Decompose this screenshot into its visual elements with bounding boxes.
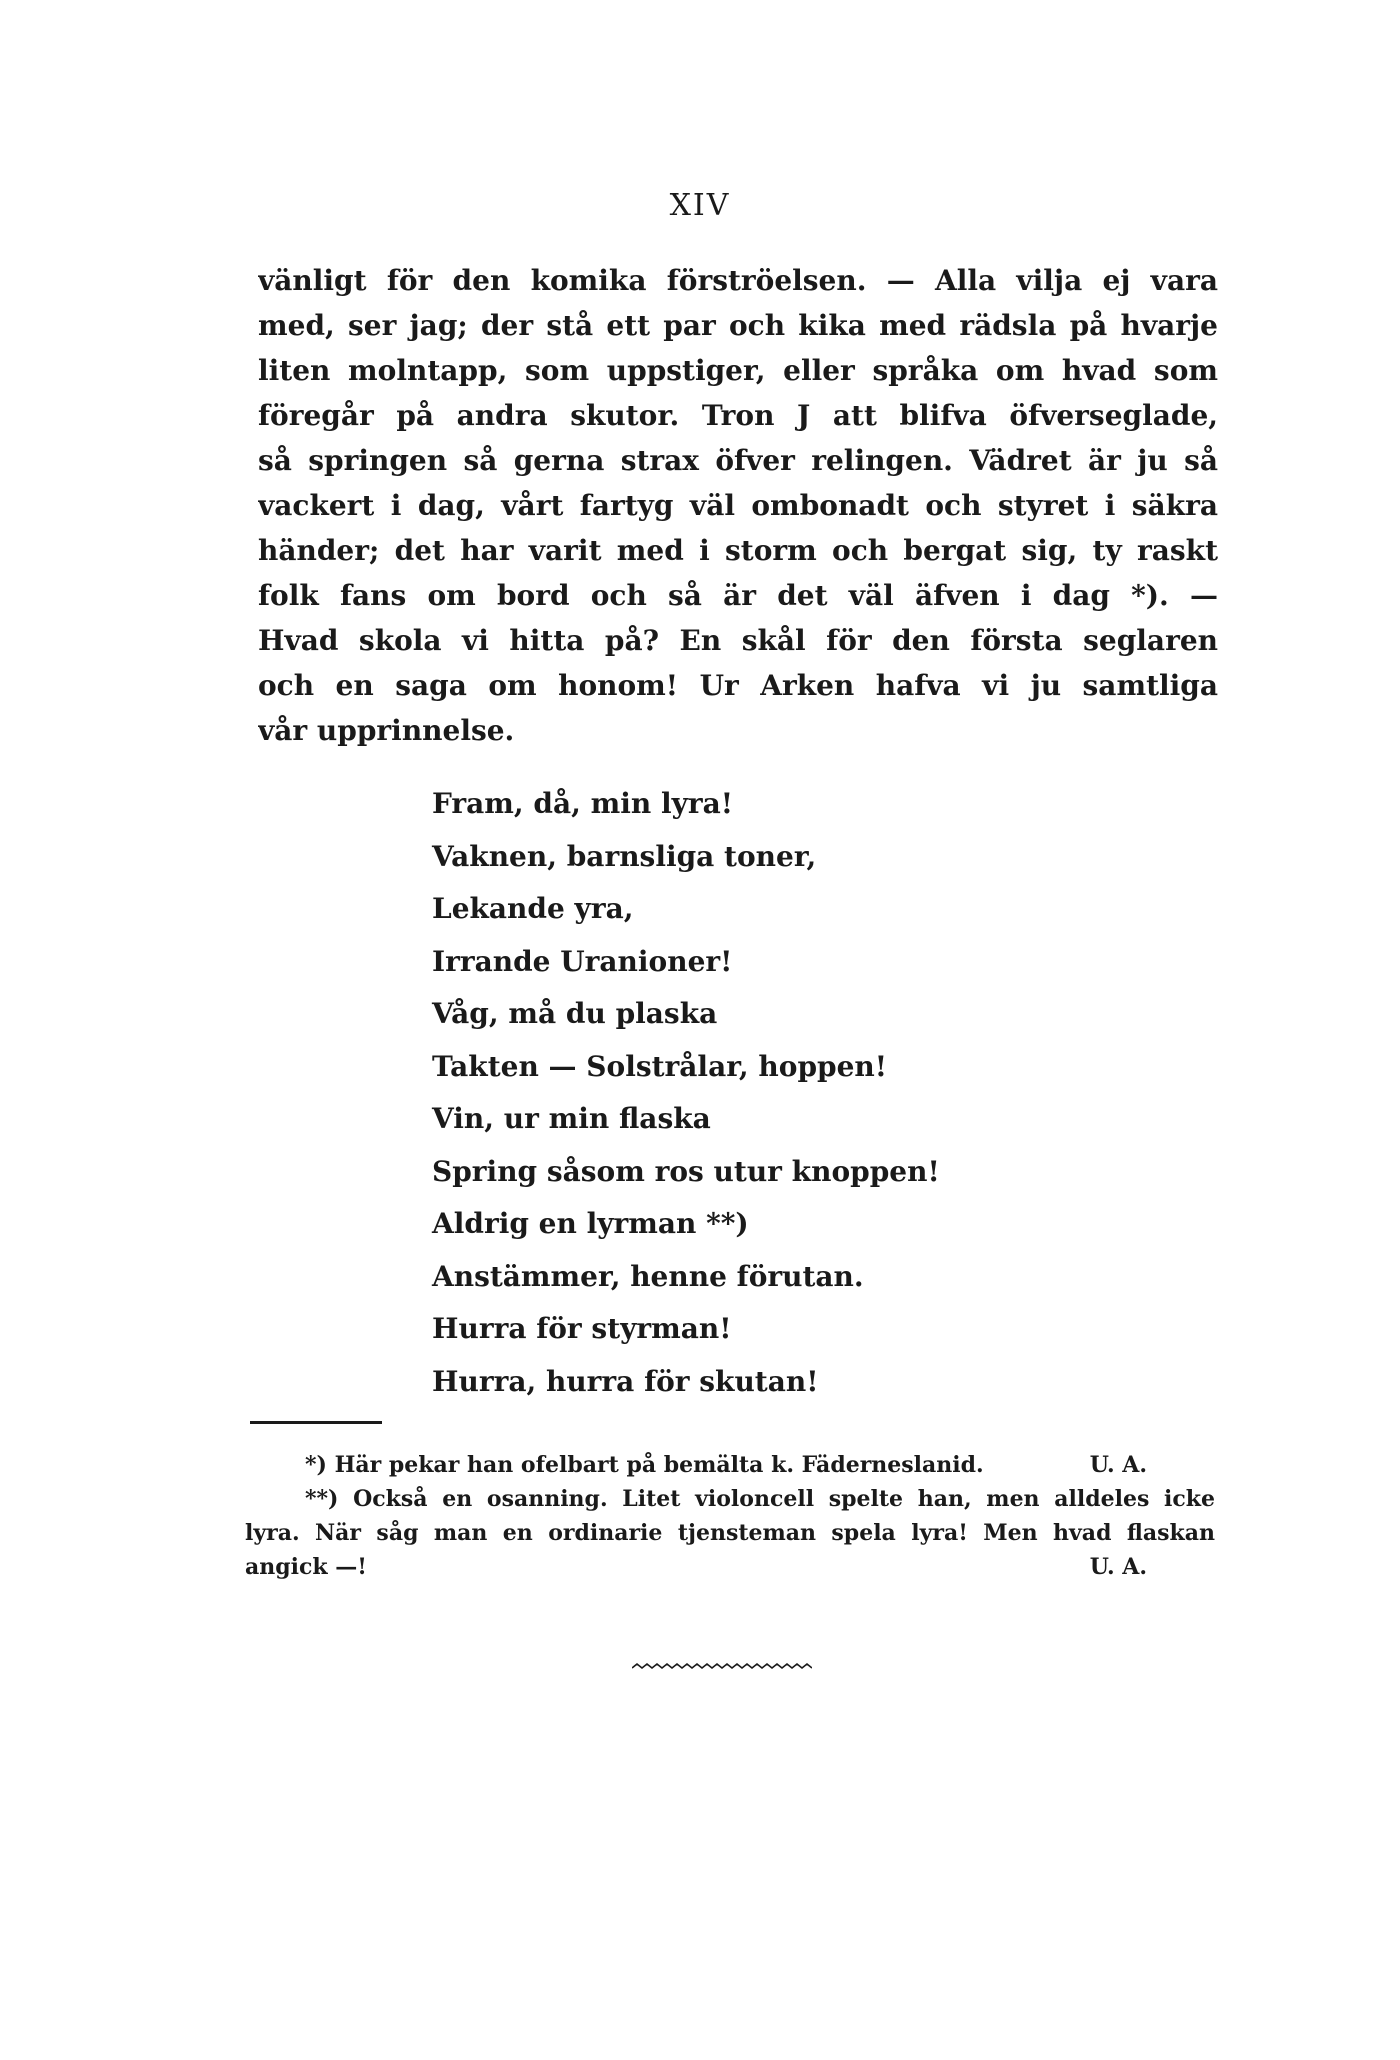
poem-verse: Anstämmer, henne förutan.	[432, 1259, 864, 1293]
prose-line: föregår på andra skutor. Tron J att blifva öfverseglade,	[258, 399, 1218, 432]
poem	[432, 778, 1132, 1408]
poem-verse: Aldrig en lyrman **)	[432, 1207, 749, 1240]
prose-line: så springen så gerna strax öfver relingen. Vädret är ju så	[258, 444, 1218, 477]
poem-verse: Vin, ur min flaska	[432, 1102, 711, 1135]
poem-verse: Vaknen, barnsliga toner,	[432, 839, 817, 873]
poem-verse: Lekande yra,	[432, 892, 634, 925]
poem-verse: Spring såsom ros utur knoppen!	[432, 1154, 940, 1188]
prose-line: vår upprinnelse.	[258, 714, 515, 747]
poem-verse: Hurra för styrman!	[432, 1312, 732, 1345]
footnote-1-signature: U. A.	[1089, 1452, 1147, 1478]
poem-verse: Irrande Uranioner!	[432, 944, 733, 978]
footnote-2-text-end: angick —!	[245, 1554, 367, 1580]
prose-line: liten molntapp, som uppstiger, eller språka om hvad som	[258, 354, 1218, 387]
footnote-1	[245, 1448, 1215, 1482]
prose-line: folk fans om bord och så är det väl äfven i dag *). —	[258, 579, 1218, 612]
footnote-2-line: lyra. När såg man en ordinarie tjensteman spela lyra! Men hvad flaskan	[245, 1520, 1215, 1546]
footnote-2-end	[245, 1550, 1215, 1584]
prose-line: vackert i dag, vårt fartyg väl ombonadt och styret i säkra	[258, 489, 1218, 522]
poem-verse: Hurra, hurra för skutan!	[432, 1364, 819, 1398]
prose-line: vänligt för den komika förströelsen. — Alla vilja ej vara	[258, 264, 1218, 297]
footnote-1-text: *) Här pekar han ofelbart på bemälta k. Fäderneslanid.	[305, 1452, 984, 1478]
prose-line: Hvad skola vi hitta på? En skål för den första seglaren	[258, 624, 1218, 657]
prose-line: och en saga om honom! Ur Arken hafva vi ju samtliga	[258, 669, 1218, 702]
footnote-2-signature: U. A.	[1089, 1554, 1147, 1580]
poem-verse: Våg, må du plaska	[432, 997, 718, 1030]
end-ornament-icon	[632, 1662, 812, 1674]
prose-paragraph	[258, 258, 1218, 753]
footnotes	[245, 1448, 1215, 1584]
prose-line: med, ser jag; der stå ett par och kika med rädsla på hvarje	[258, 309, 1218, 342]
footnote-rule	[250, 1421, 382, 1424]
poem-verse: Fram, då, min lyra!	[432, 787, 734, 820]
prose-line: händer; det har varit med i storm och bergat sig, ty raskt	[258, 534, 1218, 567]
footnote-2-line: **) Också en osanning. Litet violoncell spelte han, men alldeles icke	[305, 1486, 1215, 1512]
page-number: XIV	[669, 188, 731, 223]
poem-verse: Takten — Solstrålar, hoppen!	[432, 1049, 888, 1083]
